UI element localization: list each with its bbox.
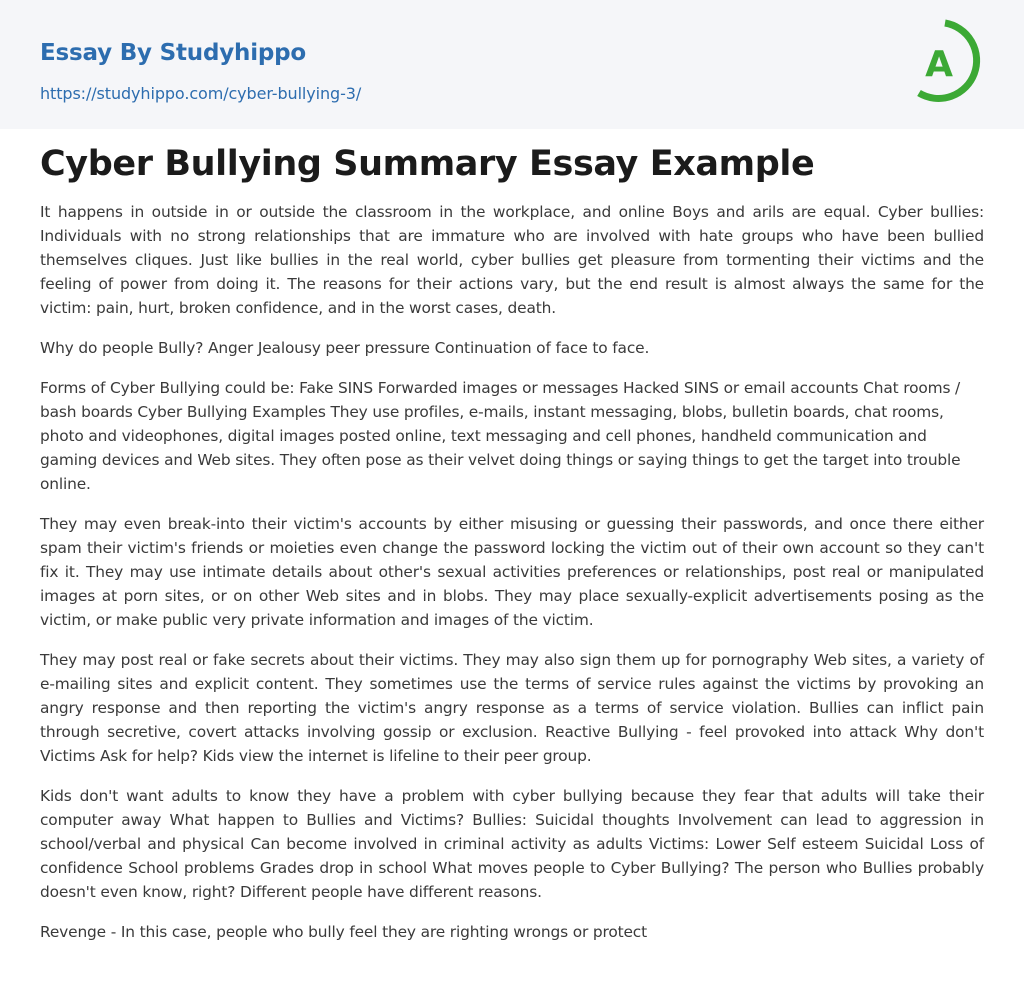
paragraph: It happens in outside in or outside the classroom in the workplace, and online Boys and arils are equal. Cyber bullies: Individuals with no strong relationships that are immature who are involved with hate groups who have been bullied themselves cliques. Just like bullies in the real world, cyber bullies get pleasure from tormenting their victims and the feeling of power from doing it. The reasons for their actions vary, but the end result is almost always the same for the victim: pain, hurt, broken confidence, and in the worst cases, death.: [40, 203, 984, 317]
essay-url-link[interactable]: https://studyhippo.com/cyber-bullying-3/: [40, 84, 362, 103]
paragraph: They may even break-into their victim's accounts by either misusing or guessing their passwords, and once there either spam their victim's friends or moieties even change the password locking the victim out of their own account so they can't fix it. They may use intimate details about other's sexual activities preferences or relationships, post real or manipulated images at porn sites, or on other Web sites and in blobs. They may place sexually-explicit advertisements posing as the victim, or make public very private information and images of the victim.: [40, 515, 984, 629]
page-title: Cyber Bullying Summary Essay Example: [40, 144, 815, 184]
paragraph: Revenge - In this case, people who bully feel they are righting wrongs or protect: [40, 923, 647, 941]
essay-body: [40, 200, 984, 960]
svg-text:A: A: [925, 44, 953, 85]
paragraph: They may post real or fake secrets about their victims. They may also sign them up for pornography Web sites, a variety of e-mailing sites and explicit content. They sometimes use the terms of service rules against the victims by provoking an angry response and then reporting the victim's angry response as a terms of service violation. Bullies can inflict pain through secretive, covert attacks involving gossip or exclusion. Reactive Bullying - feel provoked into attack Why don't Victims Ask for help? Kids view the internet is lifeline to their peer group.: [40, 651, 984, 765]
site-header: [0, 0, 1024, 129]
logo-a-icon: [910, 18, 988, 106]
site-brand[interactable]: Essay By Studyhippo: [40, 40, 307, 66]
paragraph: Why do people Bully? Anger Jealousy peer pressure Continuation of face to face.: [40, 339, 650, 357]
paragraph: Kids don't want adults to know they have a problem with cyber bullying because they fear that adults will take their computer away What happen to Bullies and Victims? Bullies: Suicidal thoughts Involvement can lead to aggression in school/verbal and physical Can become involved in criminal activity as adults Victims: Lower Self esteem Suicidal Loss of confidence School problems Grades drop in school What moves people to Cyber Bullying? The person who Bullies probably doesn't even know, right? Different people have different reasons.: [40, 787, 984, 901]
studyhippo-logo[interactable]: [910, 18, 988, 106]
paragraph: Forms of Cyber Bullying could be: Fake SINS Forwarded images or messages Hacked SINS or email accounts Chat rooms / bash boards Cyber Bullying Examples They use profiles, e-mails, instant messaging, blobs, bulletin boards, chat rooms, photo and videophones, digital images posted online, text messaging and cell phones, handheld communication and gaming devices and Web sites. They often pose as their velvet doing things or saying things to get the target into trouble online.: [40, 379, 961, 493]
